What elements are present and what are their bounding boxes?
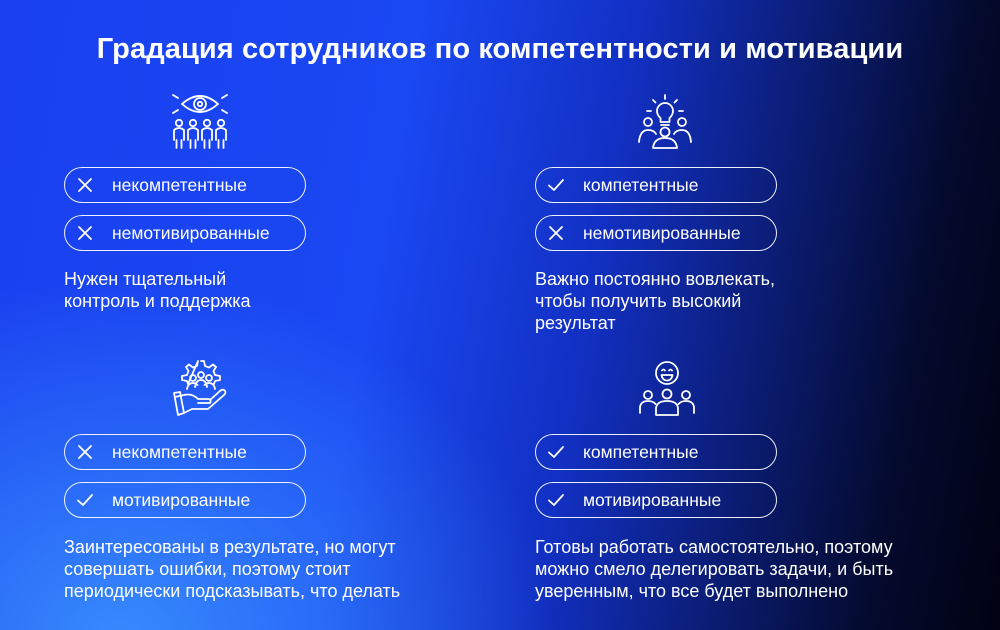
check-icon [75, 490, 95, 510]
tag-unmotivated [535, 215, 777, 251]
tag-label: мотивированные [112, 490, 251, 510]
cross-icon [75, 175, 95, 195]
description-line: Готовы работать самостоятельно, поэтому [535, 537, 893, 557]
idea-team-icon [635, 92, 695, 150]
description-line: периодически подсказывать, что делать [64, 581, 401, 601]
description-line: совершать ошибки, поэтому стоит [64, 559, 351, 579]
tag-competent [535, 167, 777, 203]
description-line: можно смело делегировать задачи, и быть [535, 559, 894, 579]
description-line: Важно постоянно вовлекать, [535, 269, 776, 289]
tag-label: компетентные [583, 175, 699, 195]
tag-label: немотивированные [583, 223, 741, 243]
tag-unmotivated [64, 215, 306, 251]
quadrant-description [535, 268, 965, 334]
description-line: результат [535, 313, 616, 333]
tag-label: некомпетентные [112, 175, 247, 195]
happy-team-icon [637, 359, 697, 417]
quadrant-description [535, 536, 965, 602]
tag-label: мотивированные [583, 490, 722, 510]
tag-label: некомпетентные [112, 442, 247, 462]
tag-label: компетентные [583, 442, 699, 462]
tag-incompetent [64, 434, 306, 470]
quadrant-description [64, 536, 494, 602]
cross-icon [75, 442, 95, 462]
check-icon [546, 442, 566, 462]
tag-motivated [64, 482, 306, 518]
check-icon [546, 175, 566, 195]
cross-icon [75, 223, 95, 243]
description-line: уверенным, что все будет выполнено [535, 581, 849, 601]
tag-competent [535, 434, 777, 470]
quadrant-description [64, 268, 494, 312]
team-vision-icon [168, 90, 232, 152]
check-icon [546, 490, 566, 510]
description-line: контроль и поддержка [64, 291, 251, 311]
description-line: Нужен тщательный [64, 269, 227, 289]
care-team-gear-icon [170, 357, 232, 419]
tag-incompetent [64, 167, 306, 203]
description-line: чтобы получить высокий [535, 291, 742, 311]
cross-icon [546, 223, 566, 243]
tag-motivated [535, 482, 777, 518]
page-title: Градация сотрудников по компетентности и мотивации [96, 33, 904, 65]
tag-label: немотивированные [112, 223, 270, 243]
description-line: Заинтересованы в результате, но могут [64, 537, 396, 557]
